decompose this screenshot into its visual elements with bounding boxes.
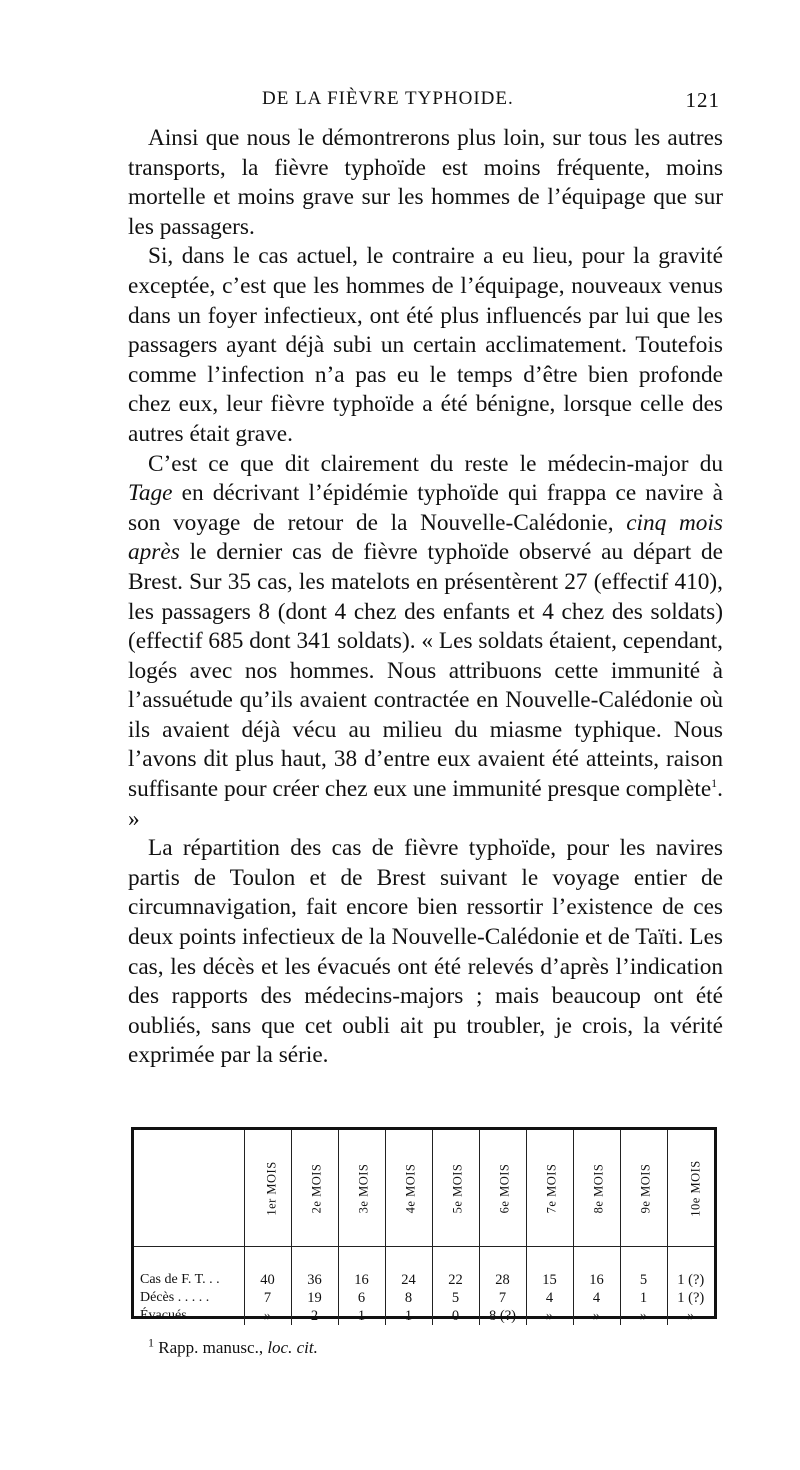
table-cell: 4	[573, 1289, 620, 1307]
paragraph-3-end: . »	[128, 776, 723, 832]
table-cell: 22	[432, 1247, 479, 1290]
column-header: 5e MOIS	[432, 1130, 479, 1247]
table-cell: 1	[338, 1307, 385, 1325]
table-cell: »	[620, 1307, 667, 1325]
column-header: 10e MOIS	[667, 1130, 714, 1247]
footnote-marker: 1	[148, 1335, 154, 1350]
table-cell: 15	[526, 1247, 573, 1290]
body-text	[128, 124, 723, 1071]
footnote-ref: loc. cit.	[267, 1338, 318, 1357]
paragraph-3-part-b: en décrivant l’épidémie typhoïde qui frappa ce navire à son voyage de retour de la Nouvelle-Calédonie,	[128, 480, 723, 536]
page-number: 121	[685, 88, 720, 112]
table-row-evacuated	[134, 1307, 714, 1325]
table-cell: 5	[620, 1247, 667, 1290]
table-cell: 16	[573, 1247, 620, 1290]
row-label: Cas de F. T. . .	[140, 1272, 220, 1287]
emphasis-five-months: cinq mois après	[128, 509, 723, 566]
table-cell: 1	[385, 1307, 432, 1325]
column-header: 7e MOIS	[526, 1130, 573, 1247]
table-cell: »	[667, 1307, 714, 1325]
paragraph-3-part-a: C’est ce que dit clairement du reste le médecin-major du	[148, 450, 723, 477]
table-cell: 19	[291, 1289, 338, 1307]
table-cell: 8 (?)	[479, 1307, 526, 1325]
table-cell: 16	[338, 1247, 385, 1290]
table-row-deaths	[134, 1289, 714, 1307]
paragraph-2: Si, dans le cas actuel, le contraire a eu lieu, pour la gravité exceptée, c’est que les hommes de l’équipage, nouveaux venus dans un foyer infectieux, ont été plus influencés par lui que les passagers ayant déjà subi un certain acclimatement. Toutefois comme l’infection n’a pas eu le temps d’être bien profonde chez eux, leur fièvre typhoïde a été bénigne, lorsque celle des autres était grave.	[128, 243, 723, 447]
column-header: 6e MOIS	[479, 1130, 526, 1247]
table-cell: 1 (?)	[667, 1247, 714, 1290]
table-cell: »	[244, 1307, 291, 1325]
column-header: 4e MOIS	[385, 1130, 432, 1247]
column-header: 8e MOIS	[573, 1130, 620, 1247]
table-cell: 7	[244, 1289, 291, 1307]
footnote	[148, 1335, 318, 1358]
paragraph-3-part-c: le dernier cas de fièvre typhoïde observé au départ de Brest. Sur 35 cas, les matelots en présentèrent 27 (effectif 410), les passagers 8 (dont 4 chez des enfants et 4 chez des soldats) (effectif 685 dont 341 soldats). « Les soldats étaient, cependant, logés avec nos hommes. Nous attribuons cette immunité à l’assuétude qu’ils avaient contractée en Nouvelle-Calédonie où ils avaient déjà vécu au milieu du miasme typhique. Nous l’avons dit plus haut, 38 d’entre eux avaient été atteints, raison suffisante pour créer chez eux une immunité presque complète	[128, 539, 723, 803]
monthly-cases-table	[131, 1127, 717, 1324]
column-header: 1er MOIS	[244, 1130, 291, 1247]
table-cell: 6	[338, 1289, 385, 1307]
footnote-reference: 1	[711, 776, 718, 791]
column-header: 3e MOIS	[338, 1130, 385, 1247]
table-cell: 40	[244, 1247, 291, 1290]
stats-table	[134, 1130, 714, 1325]
row-label: Décès . . . . .	[140, 1290, 210, 1305]
running-header	[130, 84, 720, 114]
column-header: 9e MOIS	[620, 1130, 667, 1247]
header-title: DE LA FIÈVRE TYPHOIDE.	[262, 88, 514, 109]
table-cell: 7	[479, 1289, 526, 1307]
paragraph-4: La répartition des cas de fièvre typhoïde, pour les navires partis de Toulon et de Brest suivant le voyage entier de circumnavigation, fait encore bien ressortir l’existence de ces deux points infectieux de la Nouvelle-Calédonie et de Taïti. Les cas, les décès et les évacués ont été relevés d’après l’indication des rapports des médecins-majors ; mais beaucoup ont été oubliés, sans que cet oubli ait pu troubler, je crois, la vérité exprimée par la série.	[128, 835, 723, 1069]
row-label: Évacués . . . .	[140, 1308, 215, 1323]
table-cell: »	[526, 1307, 573, 1325]
table-cell: 5	[432, 1289, 479, 1307]
table-cell: 24	[385, 1247, 432, 1290]
table-cell: 36	[291, 1247, 338, 1290]
table-header-row	[134, 1130, 714, 1247]
table-cell: 1 (?)	[667, 1289, 714, 1307]
table-cell: 4	[526, 1289, 573, 1307]
table-cell: »	[573, 1307, 620, 1325]
table-corner-cell	[134, 1130, 244, 1247]
ship-name: Tage	[128, 480, 173, 507]
table-cell: 2	[291, 1307, 338, 1325]
table-cell: 28	[479, 1247, 526, 1290]
table-cell: 1	[620, 1289, 667, 1307]
table-cell: 0	[432, 1307, 479, 1325]
table-cell: 8	[385, 1289, 432, 1307]
footnote-text: Rapp. manusc.,	[154, 1338, 268, 1357]
table-row-cases	[134, 1247, 714, 1290]
column-header: 2e MOIS	[291, 1130, 338, 1247]
paragraph-3	[128, 450, 723, 835]
paragraph-1: Ainsi que nous le démontrerons plus loin, sur tous les autres transports, la fièvre typhoïde est moins fréquente, moins mortelle et moins grave sur les hommes de l’équipage que sur les passagers.	[128, 125, 723, 240]
